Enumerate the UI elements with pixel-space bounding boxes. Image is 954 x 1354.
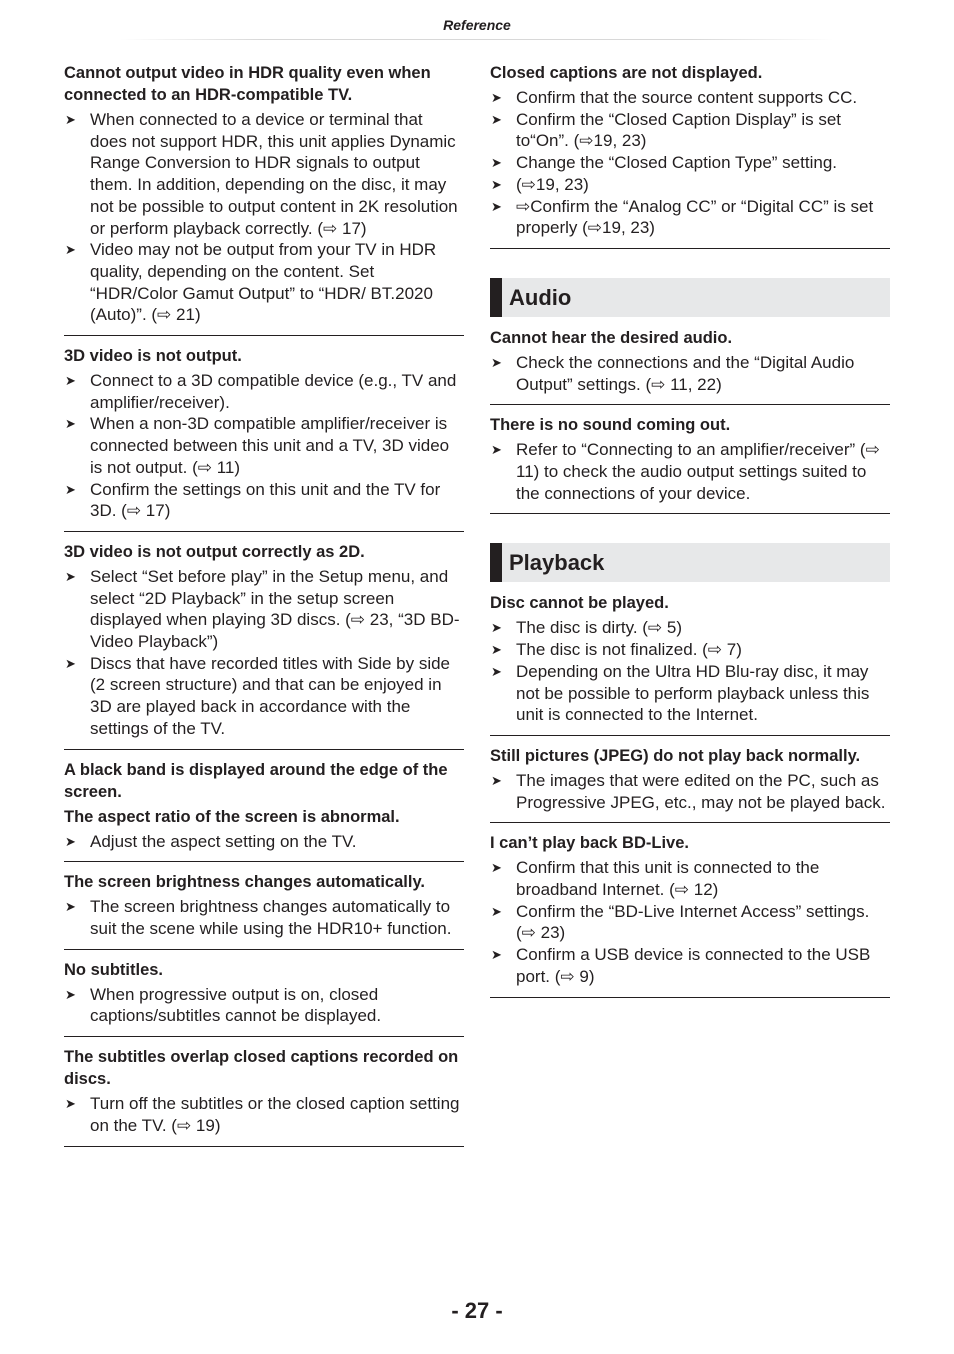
bullet-arrow-icon: ➤ [65, 242, 76, 258]
faq-block [64, 541, 464, 750]
faq-question: 3D video is not output correctly as 2D. [64, 542, 365, 561]
answer-text: Connect to a 3D compatible device (e.g., TV and amplifier/receiver). [90, 371, 457, 412]
page-header: Reference [443, 17, 511, 33]
faq-block [64, 62, 464, 336]
answer-item [490, 901, 890, 944]
bullet-arrow-icon: ➤ [65, 568, 76, 584]
answer-item [490, 661, 890, 726]
bullet-arrow-icon: ➤ [65, 655, 76, 671]
answer-item [490, 352, 890, 395]
answer-item [490, 857, 890, 900]
section-marker [490, 543, 502, 582]
answer-text: Adjust the aspect setting on the TV. [90, 831, 357, 851]
answer-list [64, 1093, 464, 1136]
answer-text: Check the connections and the “Digital Audio Output” settings. (⇨ 11, 22) [516, 352, 855, 394]
answer-text: When a non-3D compatible amplifier/receiver is connected between this unit and a TV, 3D video is not output. (⇨ 11) [90, 414, 450, 477]
faq-block [64, 345, 464, 532]
faq-block [64, 759, 464, 863]
faq-question: There is no sound coming out. [490, 416, 731, 435]
section-marker [490, 278, 502, 317]
bullet-arrow-icon: ➤ [491, 155, 502, 171]
faq-block [490, 592, 890, 736]
answer-text: Depending on the Ultra HD Blu-ray disc, it may not be possible to perform playback unless this unit is connected to the Internet. [516, 661, 870, 725]
answer-text: Confirm a USB device is connected to the USB port. (⇨ 9) [516, 945, 871, 986]
answer-list [490, 352, 890, 395]
left-column [64, 62, 464, 1156]
answer-item [490, 639, 890, 661]
bullet-arrow-icon: ➤ [65, 986, 76, 1002]
faq-block [64, 871, 464, 949]
answer-text: The screen brightness changes automatically to suit the scene while using the HDR10+ function. [90, 897, 452, 938]
bullet-arrow-icon: ➤ [491, 903, 502, 919]
answer-list [64, 896, 464, 939]
answer-text: The disc is not finalized. (⇨ 7) [516, 640, 742, 660]
bullet-arrow-icon: ➤ [65, 112, 76, 127]
bullet-arrow-icon: ➤ [65, 1096, 76, 1112]
answer-item [64, 413, 464, 478]
bullet-arrow-icon: ➤ [491, 354, 502, 370]
faq-block [490, 832, 890, 997]
answer-list [490, 439, 890, 504]
bullet-arrow-icon: ➤ [65, 373, 76, 389]
page-number: - 27 - [451, 1298, 503, 1323]
faq-question: Still pictures (JPEG) do not play back normally. [490, 746, 861, 765]
answer-list [64, 370, 464, 522]
header-divider [120, 39, 834, 40]
bullet-arrow-icon: ➤ [491, 176, 502, 192]
answer-text: Change the “Closed Caption Type” setting. [516, 153, 837, 173]
faq-question: The subtitles overlap closed captions recorded on discs. [64, 1048, 459, 1089]
answer-list [64, 566, 464, 740]
answer-text: When progressive output is on, closed captions/subtitles cannot be displayed. [90, 984, 382, 1026]
answer-list [64, 831, 464, 853]
bullet-arrow-icon: ➤ [65, 899, 76, 915]
answer-item [64, 653, 464, 740]
answer-text: Confirm the settings on this unit and the TV for 3D. (⇨ 17) [90, 479, 441, 521]
answer-text: Confirm the “Closed Caption Display” is set to“On”. (⇨19, 23) [516, 109, 842, 151]
answer-item [64, 479, 464, 522]
answer-list [490, 617, 890, 726]
bullet-arrow-icon: ➤ [65, 481, 76, 497]
answer-text: The images that were edited on the PC, such as Progressive JPEG, etc., may not be played back. [516, 770, 886, 812]
answer-list [490, 770, 890, 813]
answer-item [490, 770, 890, 813]
answer-text: Video may not be output from your TV in HDR quality, depending on the content. Set “HDR/Color Gamut Output” to “HDR/ BT.2020 (Auto)”. (⇨ 21) [90, 240, 437, 325]
answer-text: Confirm that this unit is connected to the broadband Internet. (⇨ 12) [516, 858, 820, 900]
faq-block [64, 959, 464, 1037]
answer-text: When connected to a device or terminal that does not support HDR, this unit applies Dynamic Range Conversion to HDR signals to output them. In addition, depending on the disc, it may not be possible to output content in 2K resolution or perform playback correctly. (⇨ 17) [90, 110, 458, 238]
bullet-arrow-icon: ➤ [491, 442, 502, 458]
answer-item [490, 87, 890, 109]
answer-item [490, 944, 890, 987]
section-title: Audio [509, 284, 572, 310]
answer-item [64, 566, 464, 653]
answer-item [64, 239, 464, 326]
section-title: Playback [509, 550, 605, 576]
answer-text: Confirm the “BD-Live Internet Access” settings. (⇨ 23) [516, 901, 870, 943]
answer-list [64, 109, 464, 326]
answer-text: Refer to “Connecting to an amplifier/receiver” (⇨ 11) to check the audio output settings suited to the connections of your device. [516, 440, 880, 503]
answer-item [490, 152, 890, 174]
bullet-arrow-icon: ➤ [491, 642, 502, 658]
faq-question: Disc cannot be played. [490, 594, 669, 613]
faq-block [490, 62, 890, 249]
answer-list [64, 984, 464, 1027]
answer-item [64, 109, 464, 239]
bullet-arrow-icon: ➤ [491, 947, 502, 963]
faq-question: I can’t play back BD-Live. [490, 834, 689, 853]
bullet-arrow-icon: ➤ [491, 620, 502, 636]
faq-question: A black band is displayed around the edge of the screen. [64, 760, 448, 801]
answer-text: Discs that have recorded titles with Side by side (2 screen structure) and that can be enjoyed in 3D are played back in accordance with the settings of the TV. [90, 653, 451, 738]
bullet-arrow-icon: ➤ [491, 90, 502, 105]
faq-question: The aspect ratio of the screen is abnormal. [64, 807, 400, 826]
right-column [490, 62, 890, 1007]
section-header [490, 278, 890, 317]
answer-item [490, 174, 890, 196]
answer-item [490, 439, 890, 504]
faq-block [490, 745, 890, 823]
faq-question: Cannot output video in HDR quality even when connected to an HDR-compatible TV. [64, 64, 431, 104]
faq-question: Closed captions are not displayed. [490, 64, 763, 82]
section-header [490, 543, 890, 582]
answer-item [64, 984, 464, 1027]
answer-item [64, 896, 464, 939]
bullet-arrow-icon: ➤ [491, 198, 502, 214]
bullet-arrow-icon: ➤ [491, 111, 502, 127]
bullet-arrow-icon: ➤ [65, 833, 76, 849]
answer-text: Confirm that the source content supports CC. [516, 88, 858, 107]
answer-list [490, 87, 890, 239]
answer-text: (⇨19, 23) [516, 174, 589, 194]
faq-question: 3D video is not output. [64, 347, 242, 366]
answer-item [64, 1093, 464, 1136]
bullet-arrow-icon: ➤ [491, 772, 502, 788]
answer-text: Select “Set before play” in the Setup menu, and select “2D Playback” in the setup screen displayed when playing 3D discs. (⇨ 23, “3D BD-Video Playback”) [90, 566, 460, 652]
faq-block [490, 414, 890, 514]
answer-item [490, 617, 890, 639]
answer-text: Turn off the subtitles or the closed caption setting on the TV. (⇨ 19) [90, 1094, 460, 1135]
faq-block [490, 327, 890, 405]
faq-question: Cannot hear the desired audio. [490, 328, 733, 347]
answer-item [64, 831, 464, 853]
answer-item [490, 196, 890, 239]
answer-list [490, 857, 890, 987]
answer-item [64, 370, 464, 413]
answer-text: ⇨Confirm the “Analog CC” or “Digital CC” is set properly (⇨19, 23) [516, 196, 874, 238]
answer-item [490, 109, 890, 152]
faq-question: The screen brightness changes automatically. [64, 873, 425, 892]
answer-text: The disc is dirty. (⇨ 5) [516, 618, 683, 638]
faq-question: No subtitles. [64, 960, 164, 979]
bullet-arrow-icon: ➤ [491, 663, 502, 679]
bullet-arrow-icon: ➤ [65, 416, 76, 432]
bullet-arrow-icon: ➤ [491, 860, 502, 876]
faq-block [64, 1046, 464, 1146]
